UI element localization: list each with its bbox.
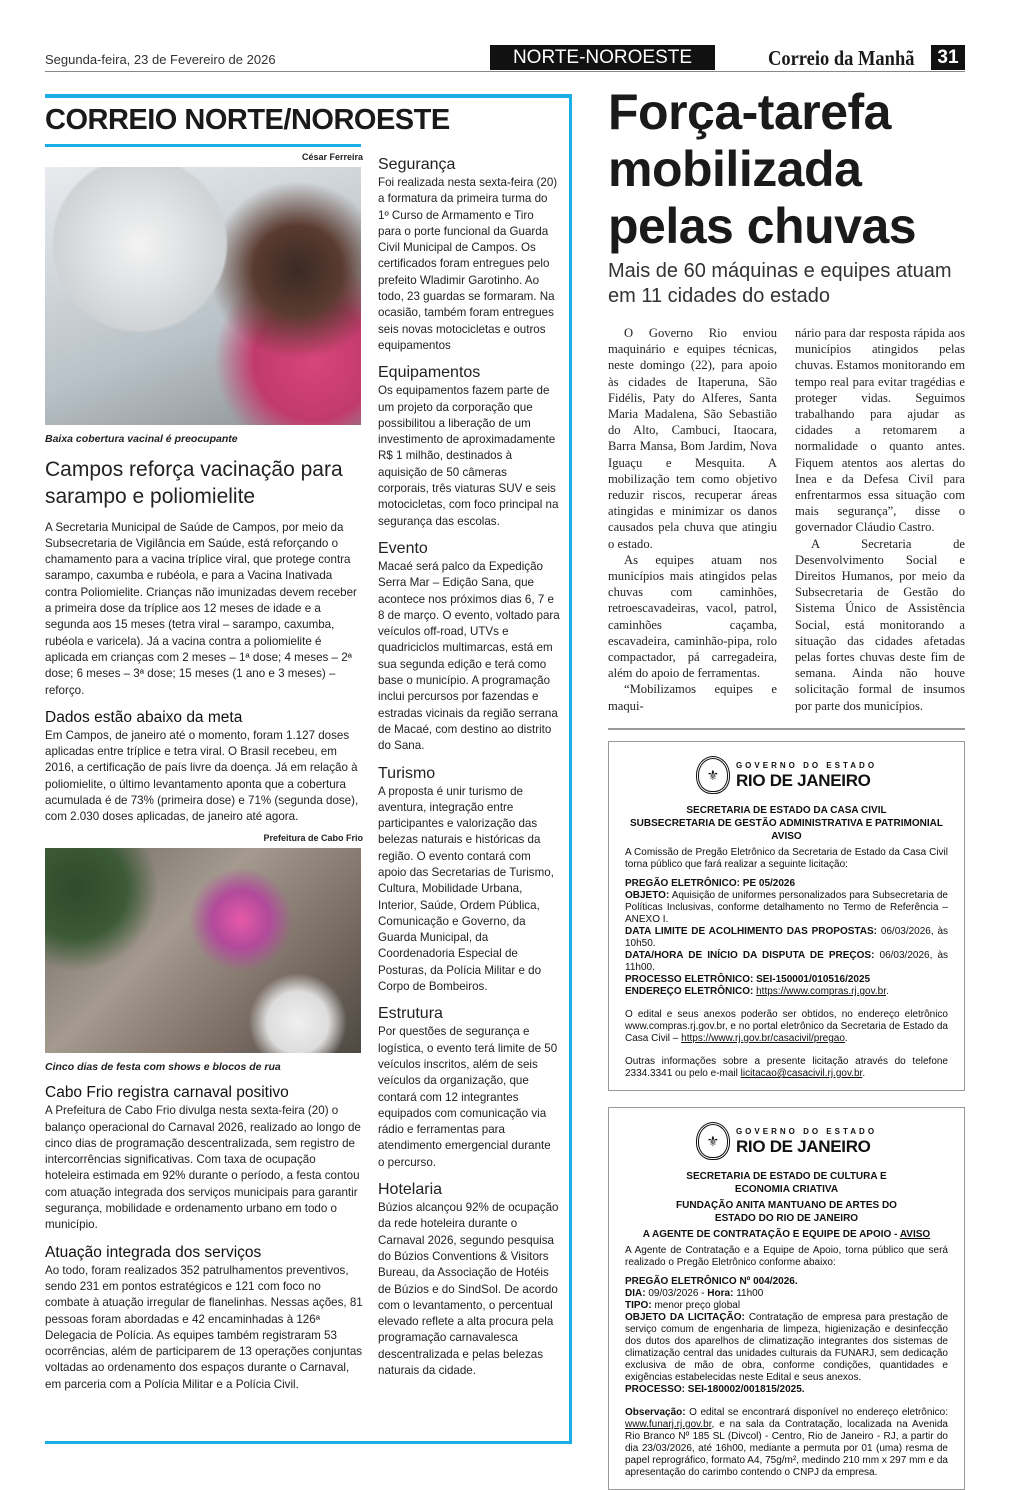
notice-heading: FUNDAÇÃO ANITA MANTUANO DE ARTES DO ESTADO DO RIO DE JANEIRO: [676, 1199, 897, 1224]
aviso-link[interactable]: AVISO: [899, 1228, 931, 1240]
process-number: PROCESSO ELETRÔNICO: SEI-150001/010516/2025: [625, 973, 871, 985]
subheading: Atuação integrada dos serviços: [45, 1243, 262, 1261]
paragraph: O Governo Rio enviou maquinário e equipes técnicas, neste domingo (22), para apoio às cidades de Itaperuna, São Fidélis, Paty do Alferes, Santa Maria Madalena, São Sebastião do Alto, Cambuci, Itaocara, Barra Mansa, Bom Jardim, Nova Iguaçu e Mesquita. A mobilização tem como objetivo reduzir riscos, recuperar áreas atingidas e minimizar os danos causados pela chuva que atingiu o estado.: [608, 326, 777, 551]
photo-credit: César Ferreira: [301, 152, 363, 162]
brief-title: Estrutura: [378, 1005, 443, 1023]
date: 09/03/2026 -: [648, 1287, 708, 1299]
subheading: Dados estão abaixo da meta: [45, 708, 243, 726]
obs-text: , e na sala da Contratação, localizada na Avenida Rio Branco Nº 185 SL (Divcol) - Centro, Rio de Janeiro - RJ, a partir do dia 23/03/2026, até 16h00, mediante a permuta por 01 (uma) resma de papel reprográfico, formato A4, 75g/m², medindo 210 mm x 297 mm e da apresentação do carimbo contendo o CNPJ da empresa.: [625, 1418, 948, 1478]
section-label: NORTE-NOROESTE: [490, 45, 715, 70]
briefs-column: [378, 150, 560, 1383]
paragraph: “Mobilizamos equipes e maqui-: [608, 682, 777, 713]
paragraph: As equipes atuam nos municípios mais atingidos pelas chuvas com caminhões, retroescavadeiras, vacol, patrol, caminhões caçamba, escavadeira, caminhão-pipa, rolo compactador, pá carregadeira, além do apoio de ferramentas.: [608, 552, 777, 681]
pregao-number: PREGÃO ELETRÔNICO Nº 004/2026.: [625, 1275, 798, 1287]
dispute-date: 06/03/2026, às 11h00.: [625, 949, 949, 973]
government-logo: [625, 756, 948, 794]
issue-date: Segunda-feira, 23 de Fevereiro de 2026: [45, 52, 276, 67]
paragraph: A Secretaria Municipal de Saúde de Campos, por meio da Subsecretaria de Vigilância em Saúde, está reforçando o chamamento para a vacina tríplice viral, que protege contra sarampo, caxumba e rubéola, e para a Vacina Inativada contra Poliomielite. Crianças não imunizadas devem receber a primeira dose da tríplice aos 12 meses de idade e a segunda aos 15 meses (tetra viral – sarampo, caxumba, rubéola e varicela). Já a vacina contra a poliomielite é aplicada em crianças com 2 meses – 1ª dose; 4 meses – 2ª dose; 6 meses – 3ª dose; 15 meses (1 ano e 3 meses) – reforço.: [45, 520, 357, 697]
brief-text: Por questões de segurança e logística, o evento terá limite de 50 veículos inscritos, além de seis veículos da organização, que contará com 12 integrantes equipados com comunicação via rádio e ferramentas para atendimento emergencial durante o percurso.: [378, 1025, 558, 1169]
brief-text: A proposta é unir turismo de aventura, integração entre participantes e valorização das belezas naturais e históricas da região. O evento contará com apoio das Secretarias de Turismo, Cultura, Mobilidade Urbana, Interior, Saúde, Ordem Pública, Comunicação e Governo, da Guarda Municipal, da Coordenadoria Especial de Posturas, da Polícia Militar e do Corpo de Bombeiros.: [378, 784, 554, 994]
logo-bottom-text: RIO DE JANEIRO: [735, 771, 871, 791]
obs-text: O edital se encontrará disponível no endereço eletrônico:: [689, 1406, 948, 1418]
label: DIA:: [625, 1287, 646, 1299]
process-number: PROCESSO: SEI-180002/001815/2025.: [625, 1383, 805, 1395]
objeto: Aquisição de uniformes personalizados para Subsecretaria de Políticas Inclusivas, conforme detalhamento no Termo de Referência – ANEXO I.: [625, 889, 948, 925]
notice-heading: SECRETARIA DE ESTADO DA CASA CIVIL: [686, 804, 887, 816]
brief-title: Turismo: [378, 764, 436, 782]
logo-bottom-text: RIO DE JANEIRO: [735, 1137, 871, 1157]
article-column-2: [795, 325, 965, 714]
page-number: 31: [931, 45, 965, 70]
deadline: 06/03/2026, às 10h50.: [625, 925, 949, 949]
brief-text: Foi realizada nesta sexta-feira (20) a formatura da primeira turma do 1º Curso de Armamento e Tiro para o porte funcional da Guarda Civil Municipal de Campos. Os certificados foram entregues pelo prefeito Wladimir Garotinho. Ao todo, 23 guardas se formaram. Na ocasião, também foram entregues seis novas motocicletas e outros equipamentos: [378, 176, 558, 352]
label: Observação:: [625, 1406, 686, 1418]
brief-title: Segurança: [378, 156, 456, 173]
paragraph: Ao todo, foram realizados 352 patrulhamentos preventivos, sendo 231 em pontos estratégicos e 121 com foco no combate à atuação irregular de flanelinhas. Nessas ações, 81 pessoas foram abordadas e 42 encaminhadas à 126ª Delegacia de Polícia. As equipes também registraram 53 ocorrências, além de participarem de 13 operações conjuntas voltadas ao ordenamento dos espaços durante o Carnaval, em parceria com a Polícia Militar e a Polícia Civil.: [45, 1263, 363, 1391]
label: Hora:: [707, 1287, 734, 1299]
coat-of-arms-icon: ⚜: [696, 756, 730, 794]
right-column: [608, 84, 965, 1490]
label: TIPO:: [625, 1299, 652, 1311]
compras-link[interactable]: https://www.compras.rj.gov.br: [756, 985, 886, 997]
casacivil-link[interactable]: https://www.rj.gov.br/casacivil/pregao: [681, 1032, 845, 1044]
government-logo: [625, 1122, 948, 1160]
objeto: Contratação de empresa para prestação de serviço comum de engenharia de limpeza, higienização e desinfecção dos dutos dos aparelhos de climatização integrantes dos sistemas de climatização central das unidades culturais da FUNARJ, sem dedicação exclusiva de mão de obra, conforme condições, quantidades e exigências estabelecidas neste Edital e seus anexos.: [625, 1311, 949, 1383]
photo-caption: Baixa cobertura vacinal é preocupante: [45, 433, 238, 446]
info-text: Outras informações sobre a presente licitação através do telefone 2334.3341 ou pelo e-mail: [625, 1055, 948, 1079]
brief-title: Evento: [378, 539, 428, 557]
notice-heading: SUBSECRETARIA DE GESTÃO ADMINISTRATIVA E PATRIMONIAL: [630, 817, 943, 829]
notice-intro: A Agente de Contratação e a Equipe de Apoio, torna público que será realizado o Pregão Eletrônico conforme abaixo:: [625, 1244, 948, 1268]
label: ENDEREÇO ELETRÔNICO:: [625, 985, 754, 997]
paragraph: nário para dar resposta rápida aos municípios atingidos pelas chuvas. Estamos monitorando em tempo real para evitar tragédias e proteger vidas. Seguimos trabalhando para ajudar as cidades a retomarem a normalidade o quanto antes. Fiquem atentos aos alertas do Inea e da Defesa Civil para enfrentarmos essa situação com mais segurança”, disse o governador Cláudio Castro.: [795, 326, 965, 535]
notice-intro: A Comissão de Pregão Eletrônico da Secretaria de Estado da Casa Civil torna público que fará realizar a seguinte licitação:: [625, 846, 948, 870]
email-link[interactable]: licitacao@casacivil.rj.gov.br: [740, 1067, 863, 1079]
brief-text: Búzios alcançou 92% de ocupação da rede hoteleira durante o Carnaval 2026, segundo pesquisa do Búzios Conventions & Visitors Bureau, da Associação de Hotéis de Búzios e do SindSol. De acordo com o levantamento, o percentual elevado reflete a alta procura pela programação carnavalesca descentralizada e pelas belezas naturais da cidade.: [378, 1201, 559, 1377]
header-divider: [45, 71, 965, 72]
vaccination-photo: [45, 167, 361, 425]
main-headline: Força-tarefa mobilizada pelas chuvas: [608, 84, 917, 254]
brief-title: Equipamentos: [378, 364, 481, 382]
paragraph: Em Campos, de janeiro até o momento, foram 1.127 doses aplicadas entre tríplice e tetra viral. O Brasil recebeu, em 2016, a certificação de país livre da doença. Já em relação à poliomielite, o último levantamento aponta que a cobertura acumulada é de 73% (primeira dose) e 71% (segunda dose), com 2.030 doses aplicadas, de janeiro até agora.: [45, 728, 359, 824]
label: OBJETO:: [625, 889, 670, 901]
label: DATA LIMITE DE ACOLHIMENTO DAS PROPOSTAS:: [625, 925, 877, 937]
coat-of-arms-icon: ⚜: [696, 1122, 730, 1160]
pregao-number: PREGÃO ELETRÔNICO: PE 05/2026: [625, 877, 796, 889]
logo-top-text: GOVERNO DO ESTADO: [735, 1127, 878, 1137]
paragraph: A Secretaria de Desenvolvimento Social e Direitos Humanos, por meio da Subsecretaria de Gestão do Sistema Único de Assistência Social, está monitorando a situação das cidades afetadas pelas fortes chuvas deste fim de semana. Ainda não houve solicitação formal de insumos por parte dos municípios.: [795, 536, 965, 713]
brief-text: Os equipamentos fazem parte de um projeto da corporação que possibilitou a liberação de um investimento de aproximadamente R$ 1 milhão, destinados à aquisição de 50 câmeras corporais, três viaturas SUV e seis motocicletas, com foco principal na segurança das escolas.: [378, 384, 559, 528]
notice-heading: AVISO: [771, 830, 802, 842]
notice-heading: A AGENTE DE CONTRATAÇÃO E EQUIPE DE APOIO -: [642, 1228, 900, 1240]
legal-notice-casa-civil: ⚜ GOVERNO DO ESTADO RIO DE JANEIRO SECRETARIA DE ESTADO DA CASA CIVIL SUBSECRETARIA DE GESTÃO ADMINISTRATIVA E PATRIMONIAL AVISO A Comissão de Pregão Eletrônico da Secretaria de Estado da Casa Civil torna público que fará realizar a seguinte licitação: PREGÃO ELETRÔNICO: PE 05/2026 OBJETO: Aquisição de uniformes personalizados para Subsecretaria de Políticas Inclusivas, conforme detalhamento no Termo de Referência – ANEXO I. DATA LIMITE DE ACOLHIMENTO DAS PROPOSTAS: 06/03/2026, às 10h50. DATA/HORA DE INÍCIO DA DISPUTA DE PREÇOS: 06/03/2026, às 11h00. PROCESSO ELETRÔNICO: SEI-150001/010516/2025 ENDEREÇO ELETRÔNICO: https://www.compras.rj.gov.br. O edital e seus anexos poderão ser obtidos, no endereço eletrônico www.compras.rj.gov.br, e no portal eletrônico da Secretaria de Estado da Casa Civil – https://www.rj.gov.br/casacivil/pregao. Outras informações sobre a presente licitação através do telefone 2334.3341 ou pelo e-mail licitacao@casacivil.rj.gov.br.: [608, 741, 965, 1091]
left-column: [45, 147, 363, 1393]
story-headline: Campos reforça vacinação para sarampo e poliomielite: [45, 457, 343, 508]
label: OBJETO DA LICITAÇÃO:: [625, 1311, 745, 1323]
funarj-link[interactable]: www.funarj.rj.gov.br: [625, 1418, 712, 1430]
notice-heading: SECRETARIA DE ESTADO DE CULTURA E ECONOMIA CRIATIVA: [686, 1170, 887, 1195]
article-divider: [608, 728, 965, 730]
article-body: [608, 325, 965, 714]
logo-top-text: GOVERNO DO ESTADO: [735, 761, 878, 771]
brief-text: Macaé será palco da Expedição Serra Mar – Edição Sana, que acontece nos próximos dias 6, 7 e 8 de março. O evento, voltado para veículos off-road, UTVs e quadriciclos multimarcas, está em sua segunda edição e terá como base o município. A programação inclui percursos por fazendas e estradas vicinais da região serrana de Macaé, com destino ao distrito do Sana.: [378, 559, 560, 753]
newspaper-logo: Correio da Manhã: [768, 46, 915, 70]
carnival-photo: [45, 848, 361, 1053]
edital-text: O edital e seus anexos poderão ser obtidos, no endereço eletrônico www.compras.rj.gov.br, e no portal eletrônico da Secretaria de Estado da Casa Civil –: [625, 1008, 948, 1044]
brief-title: Hotelaria: [378, 1181, 443, 1199]
article-column-1: [608, 325, 777, 714]
legal-notice-funarj: [608, 1107, 965, 1490]
section-title: CORREIO NORTE/NOROESTE: [45, 104, 450, 136]
label: DATA/HORA DE INÍCIO DA DISPUTA DE PREÇOS:: [625, 949, 875, 961]
time: 11h00: [736, 1287, 764, 1299]
type: menor preço global: [654, 1299, 741, 1311]
main-subtitle: Mais de 60 máquinas e equipes atuam em 11 cidades do estado: [608, 260, 952, 307]
story-headline: Cabo Frio registra carnaval positivo: [45, 1084, 289, 1102]
paragraph: A Prefeitura de Cabo Frio divulga nesta sexta-feira (20) o balanço operacional do Carnaval 2026, realizado ao longo de cinco dias de programação descentralizada, sem registro de intercorrências significativas. Com taxa de ocupação hoteleira estimada em 92% durante o período, a festa contou com atuação integrada dos serviços municipais para garantir segurança, mobilidade e ordenamento urbano em todo o município.: [45, 1104, 361, 1232]
photo-credit: Prefeitura de Cabo Frio: [263, 832, 363, 843]
photo-caption: Cinco dias de festa com shows e blocos de rua: [45, 1060, 281, 1073]
